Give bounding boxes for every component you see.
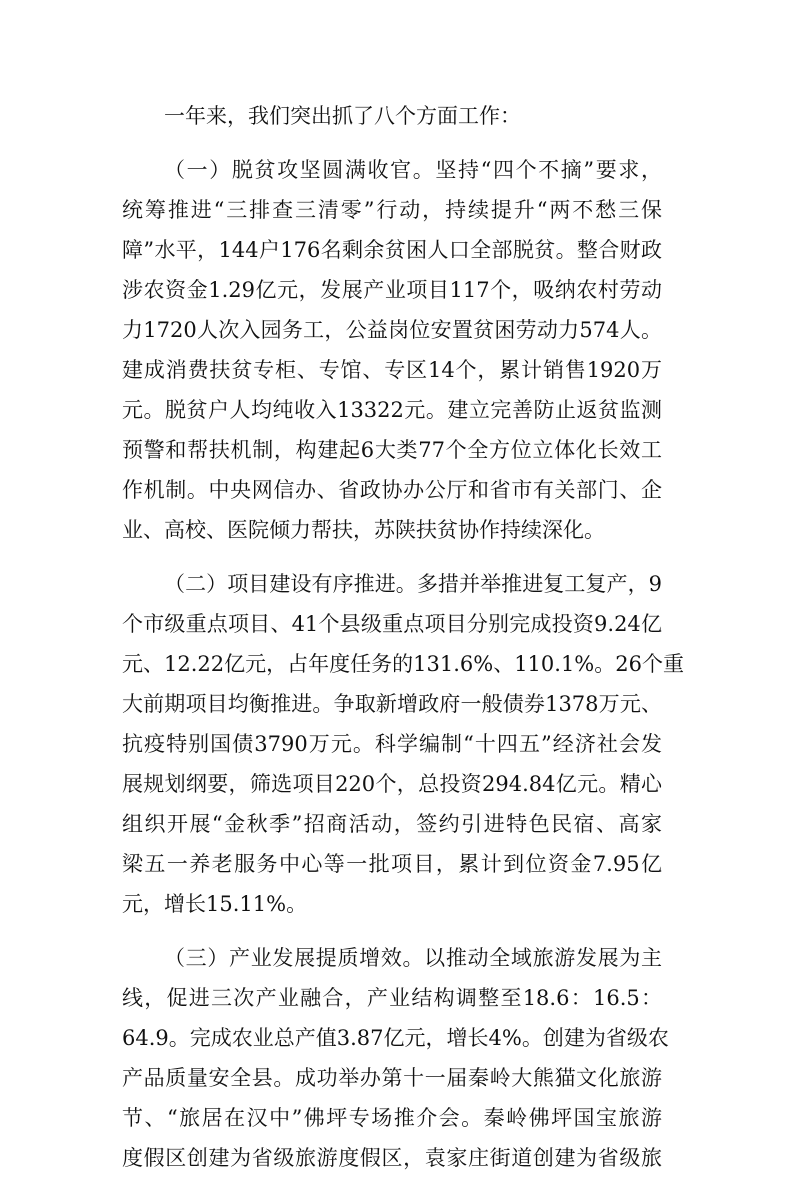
text-line: 线，促进三次产业融合，产业结构调整至18.6：16.5： (122, 986, 662, 1010)
text-line: 建成消费扶贫专柜、专馆、专区14个，累计销售1920万 (122, 358, 662, 382)
text-line: 节、“旅居在汉中”佛坪专场推介会。秦岭佛坪国宝旅游 (122, 1106, 662, 1130)
text-line: 力1720人次入园务工，公益岗位安置贫困劳动力574人。 (122, 318, 662, 342)
text-line: 64.9。完成农业总产值3.87亿元，增长4%。创建为省级农 (122, 1026, 669, 1050)
text-line: 业、高校、医院倾力帮扶，苏陕扶贫协作持续深化。 (122, 518, 605, 542)
text-line: 障”水平，144户176名剩余贫困人口全部脱贫。整合财政 (122, 238, 662, 262)
text-line: 个市级重点项目、41个县级重点项目分别完成投资9.24亿 (122, 612, 662, 636)
section-project-construction (122, 564, 684, 924)
text-line: 产品质量安全县。成功举办第十一届秦岭大熊猫文化旅游 (122, 1066, 662, 1090)
text-line: 元。脱贫户人均纯收入13322元。建立完善防止返贫监测 (122, 398, 662, 422)
text-line: （三）产业发展提质增效。以推动全域旅游发展为主 (164, 946, 662, 970)
text-line: （一）脱贫攻坚圆满收官。坚持“四个不摘”要求， (164, 158, 662, 182)
intro-paragraph: 一年来，我们突出抓了八个方面工作： (164, 104, 521, 128)
section-poverty-alleviation (122, 150, 662, 550)
text-line: 元、12.22亿元，占年度任务的131.6%、110.1%。26个重 (122, 652, 684, 676)
text-line: 度假区创建为省级旅游度假区，袁家庄街道创建为省级旅 (122, 1146, 662, 1170)
text-line: （二）项目建设有序推进。多措并举推进复工复产，9 (164, 572, 662, 596)
text-line: 抗疫特别国债3790万元。科学编制“十四五”经济社会发 (122, 732, 662, 756)
text-line: 作机制。中央网信办、省政协办公厅和省市有关部门、企 (122, 478, 662, 502)
text-line: 组织开展“金秋季”招商活动，签约引进特色民宿、高家 (122, 812, 662, 836)
text-line: 预警和帮扶机制，构建起6大类77个全方位立体化长效工 (122, 438, 662, 462)
text-line: 大前期项目均衡推进。争取新增政府一般债券1378万元、 (122, 692, 662, 716)
text-line: 统筹推进“三排查三清零”行动，持续提升“两不愁三保 (122, 198, 662, 222)
document-body (122, 96, 684, 1192)
text-line: 梁五一养老服务中心等一批项目，累计到位资金7.95亿 (122, 852, 662, 876)
text-line: 元，增长15.11%。 (122, 892, 308, 916)
section-industry-development (122, 938, 669, 1178)
text-line: 展规划纲要，筛选项目220个，总投资294.84亿元。精心 (122, 772, 662, 796)
text-line: 涉农资金1.29亿元，发展产业项目117个，吸纳农村劳动 (122, 278, 662, 302)
